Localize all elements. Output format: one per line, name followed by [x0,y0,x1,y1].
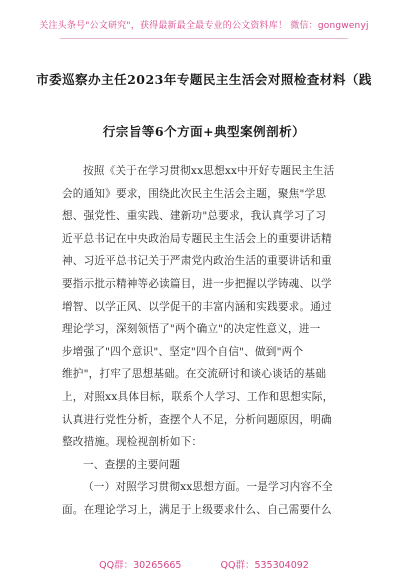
body-line: 维护"，打牢了思想基础。在交流研讨和谈心谈话的基础 [62,368,327,381]
document-title-line-1: 市委巡察办主任2023年专题民主生活会对照检查材料（践 [36,72,372,87]
document-body [62,160,350,522]
footer-qq-group-1: QQ群：30265665 [99,560,182,571]
footer-contact [0,557,408,571]
body-line: （一）对照学习贯彻xx思想方面。一是学习内容不全 [83,481,333,494]
body-line: 步增强了"四个意识"、坚定"四个自信"、做到"两个 [62,345,304,358]
body-line: 增智、以学正风、以学促干的丰富内涵和实践要求。通过 [62,300,332,313]
footer-qq-group-2: QQ群：535304092 [220,560,309,571]
header-divider [60,38,348,39]
body-line: 认真进行党性分析，查摆个人不足，分析问题原因，明确 [62,413,332,426]
body-line: 面。在理论学习上，满足于上级要求什么、自己需要什么 [62,503,332,516]
body-line: 近平总书记在中央政治局专题民主生活会上的重要讲话精 [62,232,332,245]
body-line: 理论学习，深刻领悟了"两个确立"的决定性意义，进一 [62,323,321,336]
section-heading: 一、查摆的主要问题 [83,458,181,471]
body-line: 上，对照xx具体目标，联系个人学习、工作和思想实际， [62,390,334,403]
body-line: 想、强党性、重实践、建新功"总要求，我认真学习了习 [62,210,327,223]
body-line: 按照《关于在学习贯彻xx思想xx中开好专题民主生活 [83,165,335,177]
body-line: 神、习近平总书记关于严肃党内政治生活的重要讲话和重 [62,255,332,268]
body-line: 会的通知》要求，围绕此次民主生活会主题，聚焦"学思 [62,187,327,200]
body-line: 整改措施。现检视剖析如下： [62,436,203,449]
header-notice [0,18,408,31]
body-line: 要指示批示精神等必读篇目，进一步把握以学铸魂、以学 [62,277,332,290]
header-notice-text: 关注头条号"公文研究"，获得最新最全最专业的公文资料库！ 微信：gongwenyj [39,21,369,31]
document-title-line-2: 行宗旨等6个方面+典型案例剖析） [102,124,306,139]
